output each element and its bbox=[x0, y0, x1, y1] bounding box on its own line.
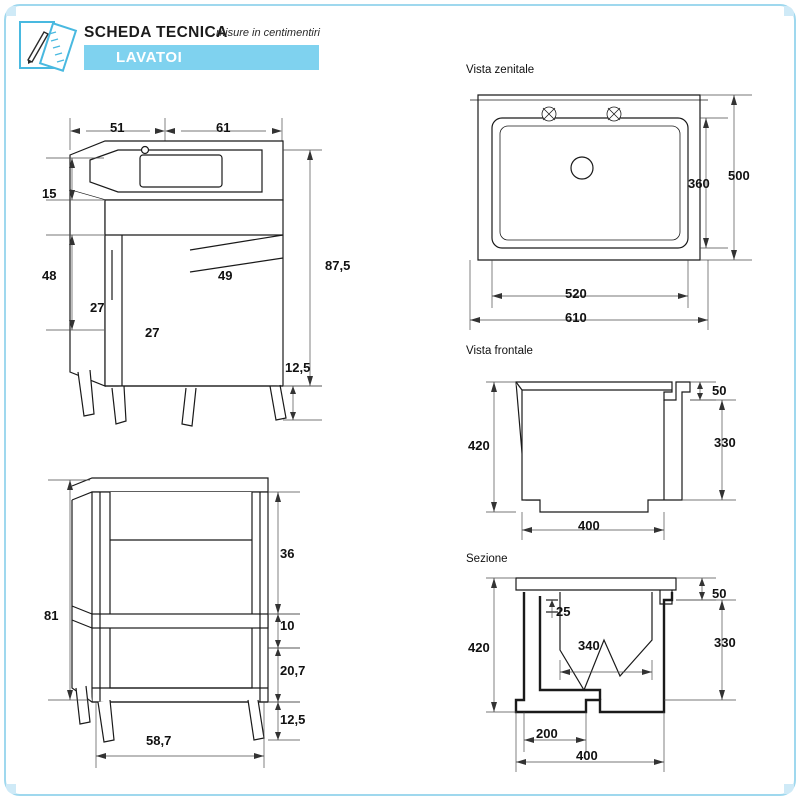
dim-front-right-height: 330 bbox=[714, 435, 736, 450]
caption-section: Sezione bbox=[466, 553, 508, 565]
dim-cabinet-width-top: 61 bbox=[216, 120, 231, 135]
dim-section-foot-width: 200 bbox=[536, 726, 558, 741]
dim-inner-width: 58,7 bbox=[146, 733, 172, 748]
dim-cabinet-depth-top: 51 bbox=[110, 120, 125, 135]
dim-cabinet-leg-height: 12,5 bbox=[285, 360, 311, 375]
dim-cabinet-total-height: 87,5 bbox=[325, 258, 351, 273]
dim-inner-total-height: 81 bbox=[44, 608, 59, 623]
page-subtitle: misure in centimentiri bbox=[216, 27, 320, 39]
caption-frontal: Vista frontale bbox=[466, 345, 533, 357]
dim-cabinet-top-height: 15 bbox=[42, 186, 57, 201]
dim-sink-outer-width: 610 bbox=[565, 310, 587, 325]
dim-front-rim-height: 50 bbox=[712, 383, 727, 398]
dim-sink-outer-depth: 500 bbox=[728, 168, 750, 183]
caption-zenith: Vista zenitale bbox=[466, 64, 535, 76]
dim-cabinet-door-right: 27 bbox=[145, 325, 160, 340]
page-title: SCHEDA TECNICA bbox=[84, 24, 228, 41]
dim-section-base-width: 400 bbox=[576, 748, 598, 763]
dim-section-left-height: 420 bbox=[468, 640, 490, 655]
dim-cabinet-door-height: 48 bbox=[42, 268, 57, 283]
dim-section-right-height: 330 bbox=[714, 635, 736, 650]
dim-front-base-width: 400 bbox=[578, 518, 600, 533]
dim-cabinet-door-left: 27 bbox=[90, 300, 105, 315]
dim-sink-inner-width: 520 bbox=[565, 286, 587, 301]
dim-section-inner-depth: 340 bbox=[578, 638, 600, 653]
dim-inner-shelf-thickness: 10 bbox=[280, 618, 295, 633]
dim-section-rim-height: 50 bbox=[712, 586, 727, 601]
dim-sink-inner-depth: 360 bbox=[688, 176, 710, 191]
dim-inner-upper-space: 36 bbox=[280, 546, 295, 561]
product-banner-label: LAVATOI bbox=[116, 49, 183, 66]
dim-section-rib-height: 25 bbox=[556, 604, 571, 619]
dim-cabinet-drawer-width: 49 bbox=[218, 268, 233, 283]
dim-inner-leg-height: 12,5 bbox=[280, 712, 306, 727]
dim-inner-lower-space: 20,7 bbox=[280, 663, 306, 678]
dim-front-left-height: 420 bbox=[468, 438, 490, 453]
